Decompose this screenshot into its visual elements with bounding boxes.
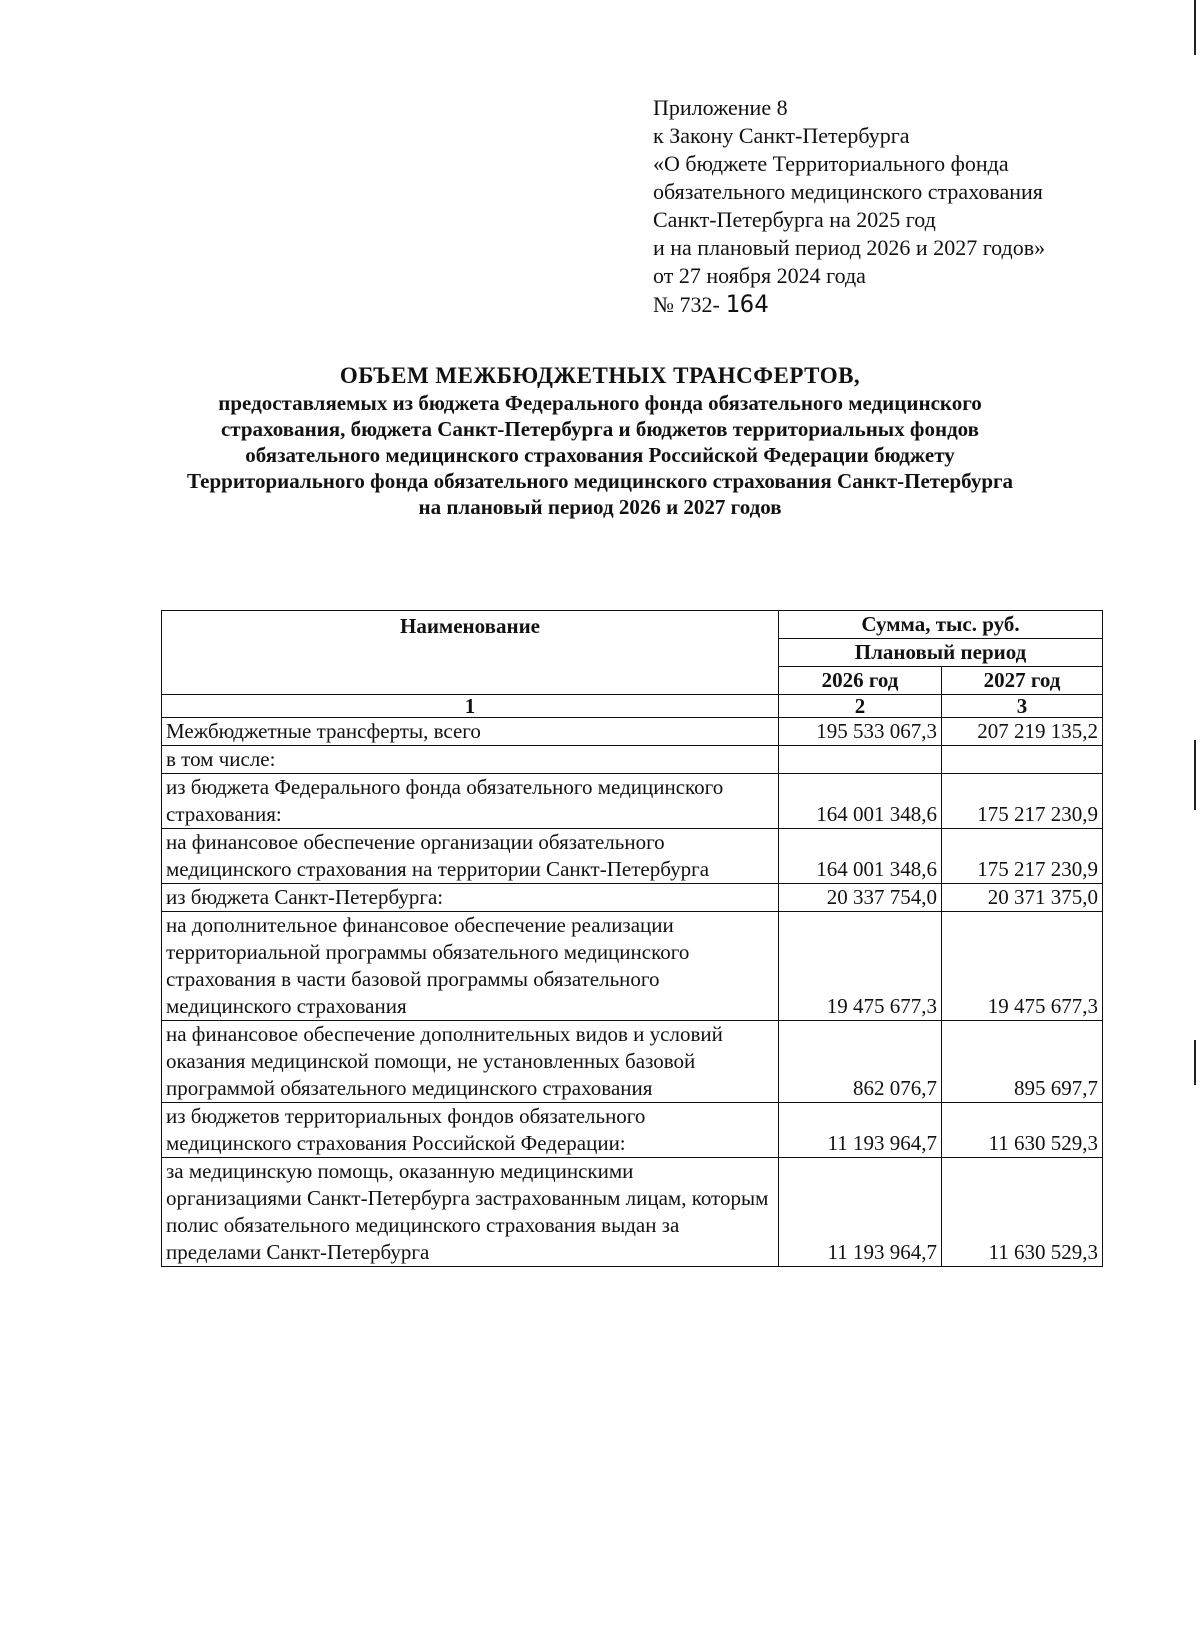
- transfers-table: [161, 610, 1103, 1267]
- row-name: на финансовое обеспечение дополнительных видов и условий оказания медицинской помощи, не установленных базовой программой обязательного медицинского страхования: [162, 1021, 779, 1103]
- table-row: [162, 746, 1103, 774]
- table-row: [162, 829, 1103, 884]
- table-row: [162, 1158, 1103, 1267]
- table-row: [162, 884, 1103, 912]
- table-row: [162, 718, 1103, 746]
- header-name: Наименование: [162, 611, 779, 695]
- column-index-row: [162, 695, 1103, 718]
- header-year-2027: 2027 год: [942, 667, 1103, 695]
- law-number-line: [653, 290, 1045, 319]
- appendix-line: Санкт-Петербурга на 2025 год: [653, 207, 936, 232]
- law-number-prefix: № 732-: [653, 292, 720, 317]
- row-value-2026: 20 337 754,0: [779, 884, 942, 912]
- row-value-2026: 11 193 964,7: [779, 1103, 942, 1158]
- header-year-2026: 2026 год: [779, 667, 942, 695]
- row-value-2027: 20 371 375,0: [942, 884, 1103, 912]
- row-value-2026: 19 475 677,3: [779, 912, 942, 1021]
- table-row: [162, 1021, 1103, 1103]
- row-value-2027: 207 219 135,2: [942, 718, 1103, 746]
- law-number-handwritten: 164: [725, 290, 769, 318]
- column-index: 3: [942, 695, 1103, 718]
- title-subline: предоставляемых из бюджета Федерального фонда обязательного медицинского: [218, 391, 982, 415]
- table-row: [162, 912, 1103, 1021]
- row-value-2027: 11 630 529,3: [942, 1103, 1103, 1158]
- row-name: из бюджетов территориальных фондов обязательного медицинского страхования Российской Федерации:: [162, 1103, 779, 1158]
- header-period: Плановый период: [779, 639, 1103, 667]
- appendix-line: Приложение 8: [653, 95, 788, 120]
- scan-edge-mark: [1194, 0, 1196, 55]
- row-value-2027: 175 217 230,9: [942, 774, 1103, 829]
- header-sum: Сумма, тыс. руб.: [779, 611, 1103, 639]
- appendix-line: «О бюджете Территориального фонда: [653, 151, 1009, 176]
- row-value-2027: 895 697,7: [942, 1021, 1103, 1103]
- title-main: ОБЪЕМ МЕЖБЮДЖЕТНЫХ ТРАНСФЕРТОВ,: [339, 363, 861, 388]
- row-value-2026: 164 001 348,6: [779, 774, 942, 829]
- row-name: в том числе:: [162, 746, 779, 774]
- row-value-2026: 164 001 348,6: [779, 829, 942, 884]
- table-row: [162, 774, 1103, 829]
- row-value-2027: 175 217 230,9: [942, 829, 1103, 884]
- title-subline: на плановый период 2026 и 2027 годов: [418, 495, 782, 519]
- title-subline: страхования, бюджета Санкт-Петербурга и бюджетов территориальных фондов: [220, 417, 980, 441]
- row-value-2027: 19 475 677,3: [942, 912, 1103, 1021]
- appendix-line: обязательного медицинского страхования: [653, 179, 1043, 204]
- appendix-line: и на плановый период 2026 и 2027 годов»: [653, 235, 1046, 260]
- table-row: [162, 1103, 1103, 1158]
- column-index: 1: [162, 695, 779, 718]
- scan-edge-mark: [1194, 740, 1196, 810]
- row-value-2027: 11 630 529,3: [942, 1158, 1103, 1267]
- row-value-2027: [942, 746, 1103, 774]
- appendix-header: [653, 94, 1045, 319]
- column-index: 2: [779, 695, 942, 718]
- row-value-2026: 11 193 964,7: [779, 1158, 942, 1267]
- appendix-line: к Закону Санкт-Петербурга: [653, 123, 910, 148]
- row-name: из бюджета Санкт-Петербурга:: [162, 884, 779, 912]
- title-subline: обязательного медицинского страхования Российской Федерации бюджету: [245, 443, 955, 467]
- row-value-2026: 862 076,7: [779, 1021, 942, 1103]
- scan-edge-mark: [1194, 1040, 1196, 1085]
- row-name: Межбюджетные трансферты, всего: [162, 718, 779, 746]
- row-value-2026: 195 533 067,3: [779, 718, 942, 746]
- row-name: на дополнительное финансовое обеспечение реализации территориальной программы обязательного медицинского страхования в части базовой программы обязательного медицинского страхования: [162, 912, 779, 1021]
- row-name: на финансовое обеспечение организации обязательного медицинского страхования на территории Санкт-Петербурга: [162, 829, 779, 884]
- row-name: за медицинскую помощь, оказанную медицинскими организациями Санкт-Петербурга застрахованным лицам, которым полис обязательного медицинского страхования выдан за пределами Санкт-Петербурга: [162, 1158, 779, 1267]
- document-title: [0, 362, 1200, 520]
- row-value-2026: [779, 746, 942, 774]
- title-subline: Территориального фонда обязательного медицинского страхования Санкт-Петербурга: [186, 469, 1014, 493]
- appendix-line: от 27 ноября 2024 года: [653, 263, 866, 288]
- row-name: из бюджета Федерального фонда обязательного медицинского страхования:: [162, 774, 779, 829]
